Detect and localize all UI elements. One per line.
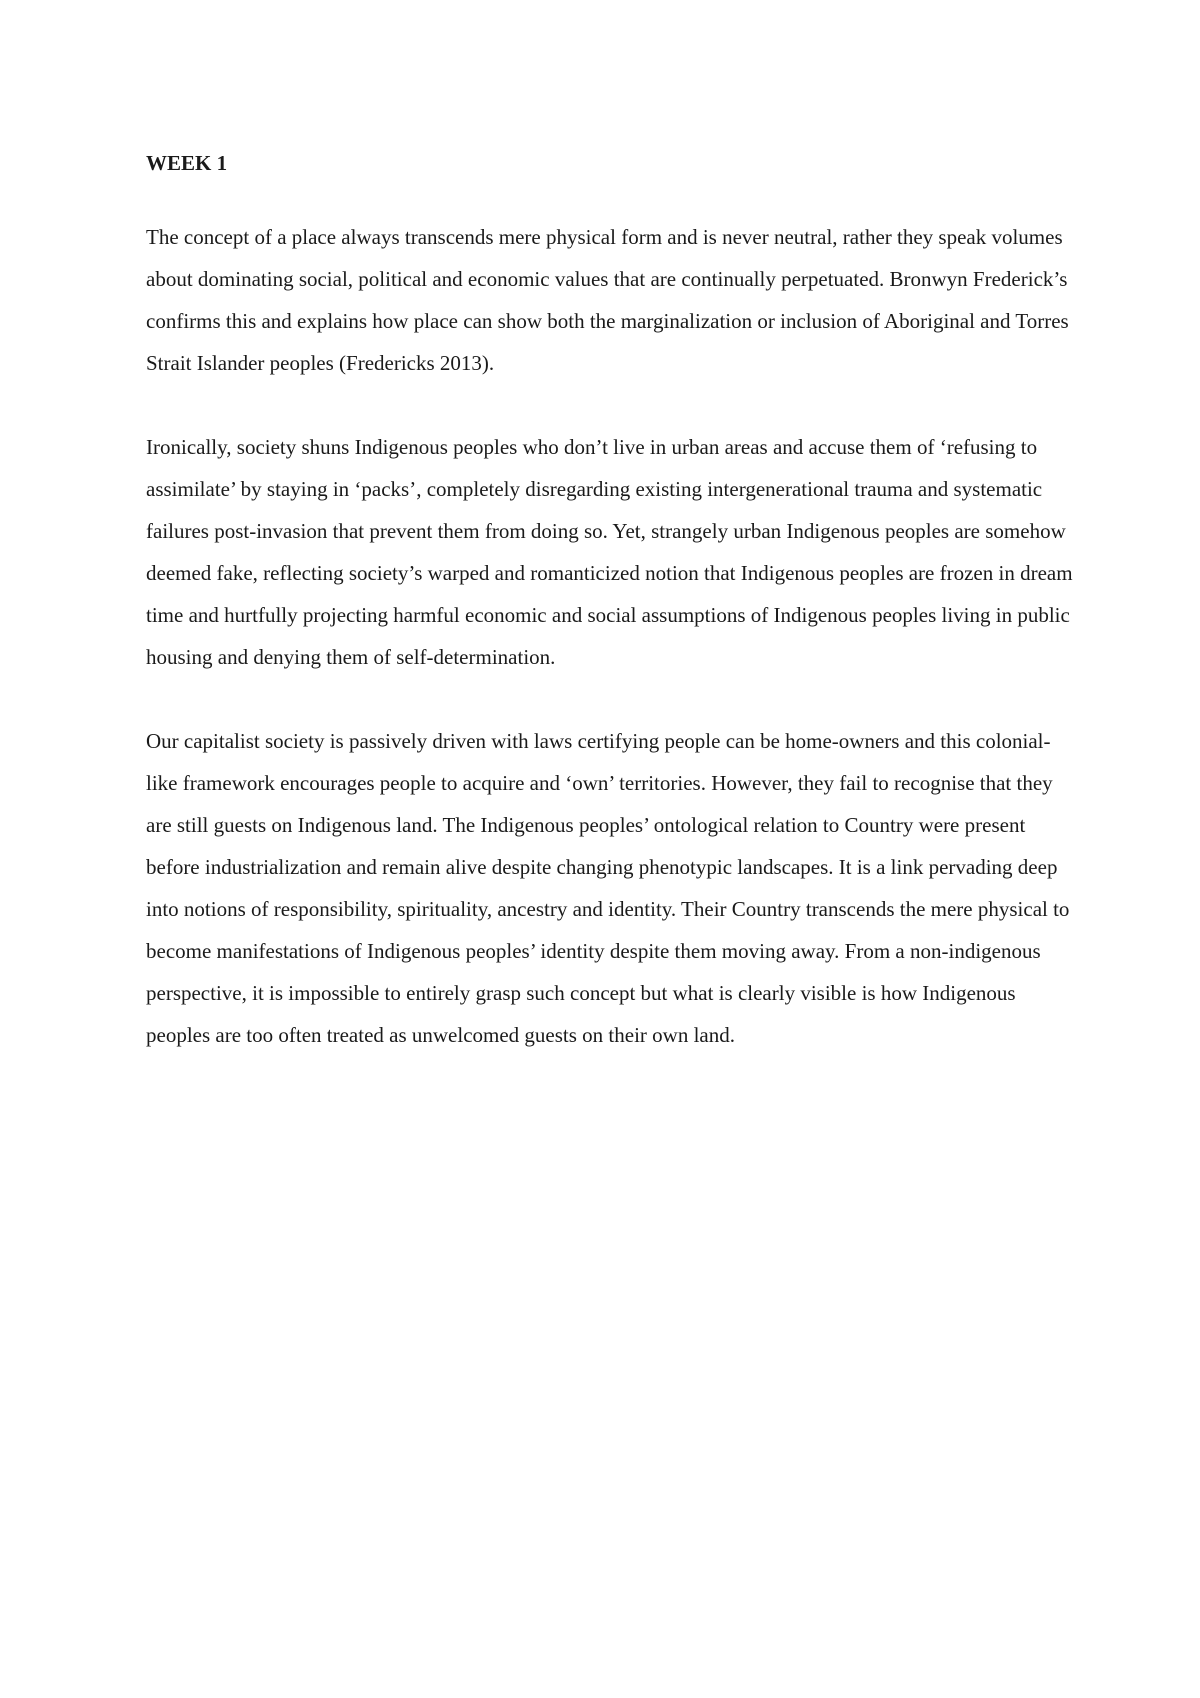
document-body (146, 148, 1076, 1098)
paragraph-1: The concept of a place always transcends mere physical form and is never neutral, rather they speak volumes about dominating social, political and economic values that are continually perpetuated. Bronwyn Frederick’s confirms this and explains how place can show both the marginalization or inclusion of Aboriginal and Torres Strait Islander peoples (Fredericks 2013). (146, 225, 1069, 375)
document-heading: WEEK 1 (146, 151, 228, 175)
paragraph-2: Ironically, society shuns Indigenous peoples who don’t live in urban areas and accuse them of ‘refusing to assimilate’ by staying in ‘packs’, completely disregarding existing intergenerational trauma and systematic failures post-invasion that prevent them from doing so. Yet, strangely urban Indigenous peoples are somehow deemed fake, reflecting society’s warped and romanticized notion that Indigenous peoples are frozen in dream time and hurtfully projecting harmful economic and social assumptions of Indigenous peoples living in public housing and denying them of self-determination. (146, 435, 1073, 669)
paragraph-3: Our capitalist society is passively driven with laws certifying people can be home-owners and this colonial-like framework encourages people to acquire and ‘own’ territories. However, they fail to recognise that they are still guests on Indigenous land. The Indigenous peoples’ ontological relation to Country were present before industrialization and remain alive despite changing phenotypic landscapes. It is a link pervading deep into notions of responsibility, spirituality, ancestry and identity. Their Country transcends the mere physical to become manifestations of Indigenous peoples’ identity despite them moving away. From a non-indigenous perspective, it is impossible to entirely grasp such concept but what is clearly visible is how Indigenous peoples are too often treated as unwelcomed guests on their own land. (146, 729, 1070, 1047)
